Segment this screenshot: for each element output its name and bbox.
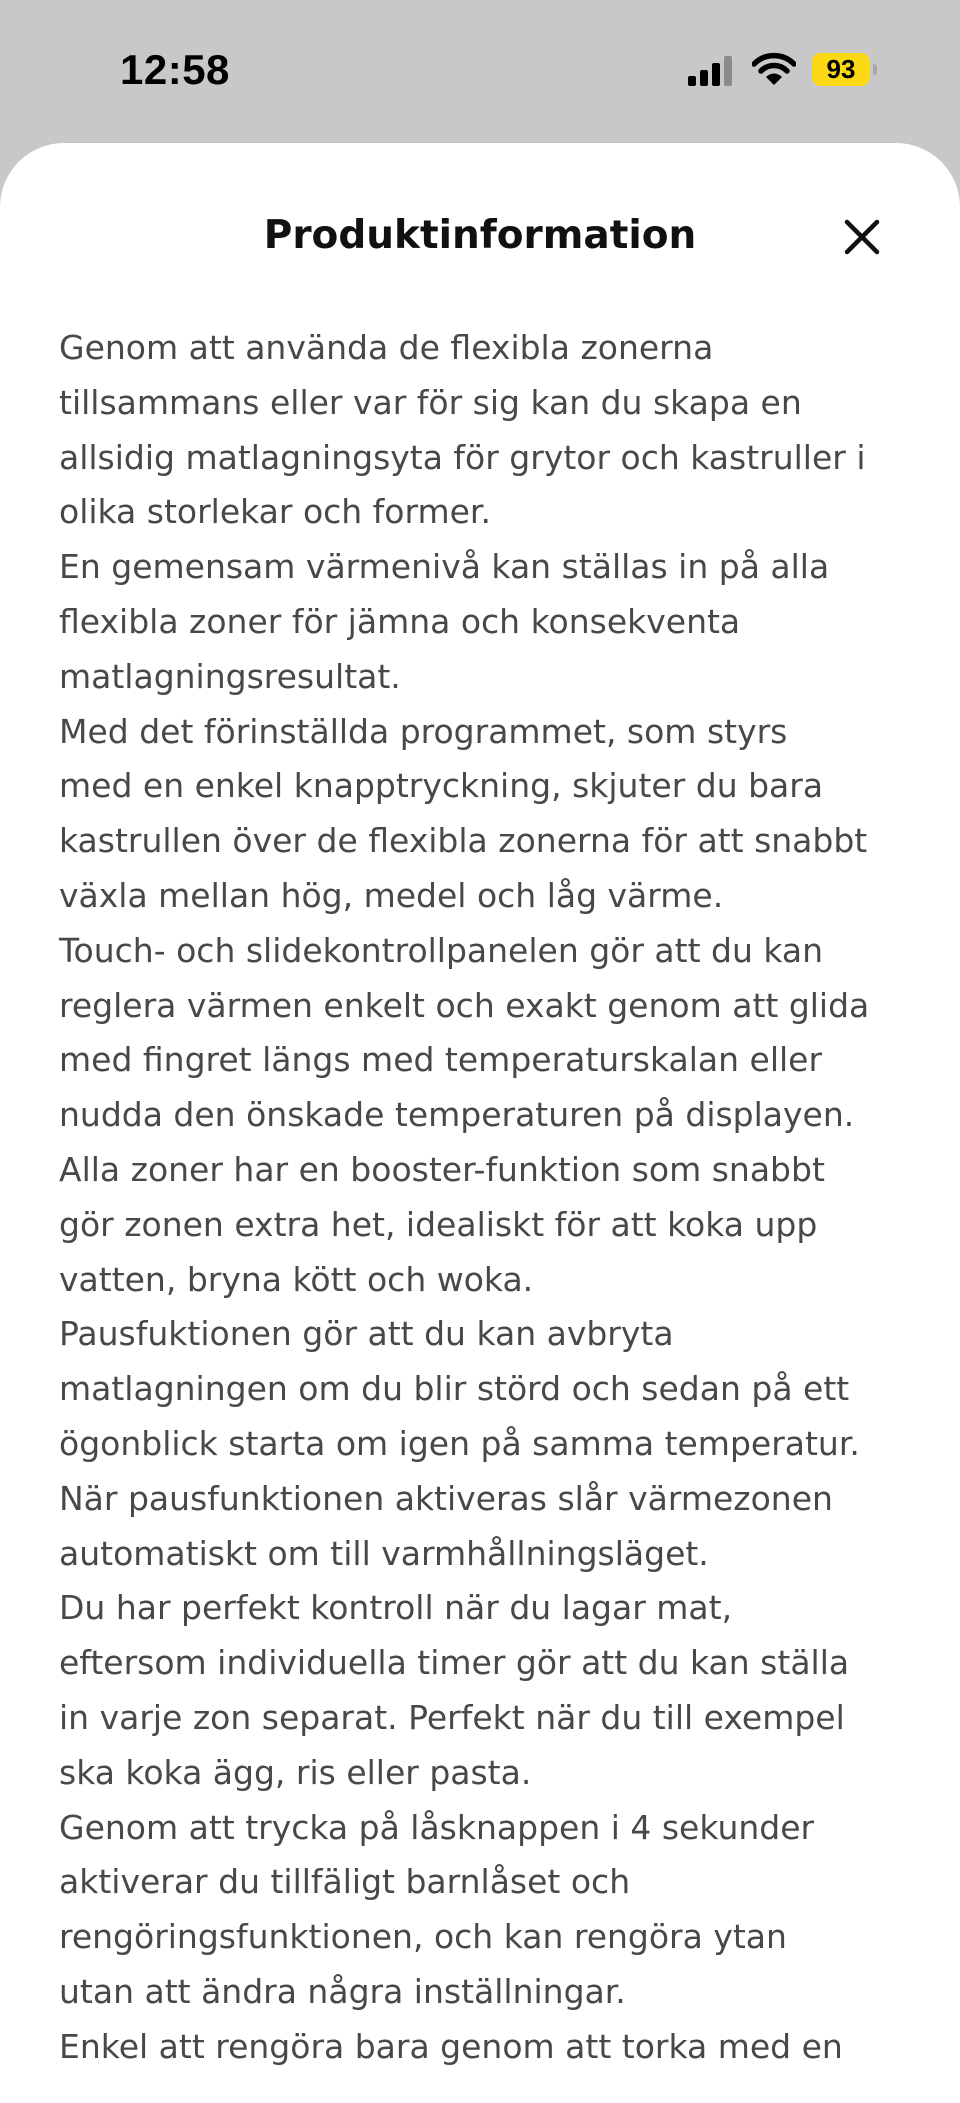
description-paragraph: Enkel att rengöra bara genom att torka med en [59,2026,843,2066]
description-paragraph: Genom att använda de flexibla zonerna tillsammans eller var för sig kan du skapa en allsidig matlagningsyta för grytor och kastruller i olika storlekar och former. [59,328,866,532]
description-paragraph: Med det förinställda programmet, som styrs med en enkel knapptryckning, skjuter du bara kastrullen över de flexibla zonerna för att snabbt växla mellan hög, medel och låg värme. [59,711,868,915]
description-paragraph: Genom att trycka på låsknappen i 4 sekunder aktiverar du tillfäligt barnlåset och rengöringsfunktionen, och kan rengöra ytan utan att ändra några inställningar. [59,1807,815,2011]
description-paragraph: Alla zoner har en booster-funktion som snabbt gör zonen extra het, idealiskt för att koka upp vatten, bryna kött och woka. [59,1149,825,1299]
product-info-sheet [0,143,960,2103]
description-paragraph: Du har perfekt kontroll när du lagar mat, eftersom individuella timer gör att du kan ställa in varje zon separat. Perfekt när du till exempel ska koka ägg, ris eller pasta. [59,1588,850,1792]
description-paragraph: En gemensam värmenivå kan ställas in på alla flexibla zoner för jämna och konsekventa matlagningsresultat. [59,547,830,696]
status-time: 12:58 [120,46,230,93]
description-paragraph: Pausfuktionen gör att du kan avbryta matlagningen om du blir störd och sedan på ett ögonblick starta om igen på samma temperatur. [59,1314,860,1463]
product-description [59,321,939,2075]
battery-tip [873,64,877,75]
signal-icon [688,56,734,86]
battery-icon [812,53,878,86]
close-icon [838,213,886,261]
sheet-title: Produktinformation [263,213,697,258]
wifi-icon [752,52,796,86]
battery-level: 93 [812,53,870,86]
description-paragraph: När pausfunktionen aktiveras slår värmezonen automatiskt om till varmhållningsläget. [59,1478,833,1573]
close-button[interactable] [838,213,886,261]
status-bar [0,0,960,140]
description-paragraph: Touch- och slidekontrollpanelen gör att du kan reglera värmen enkelt och exakt genom att glida med fingret längs med temperaturskalan eller nudda den önskade temperaturen på displayen. [59,930,870,1135]
